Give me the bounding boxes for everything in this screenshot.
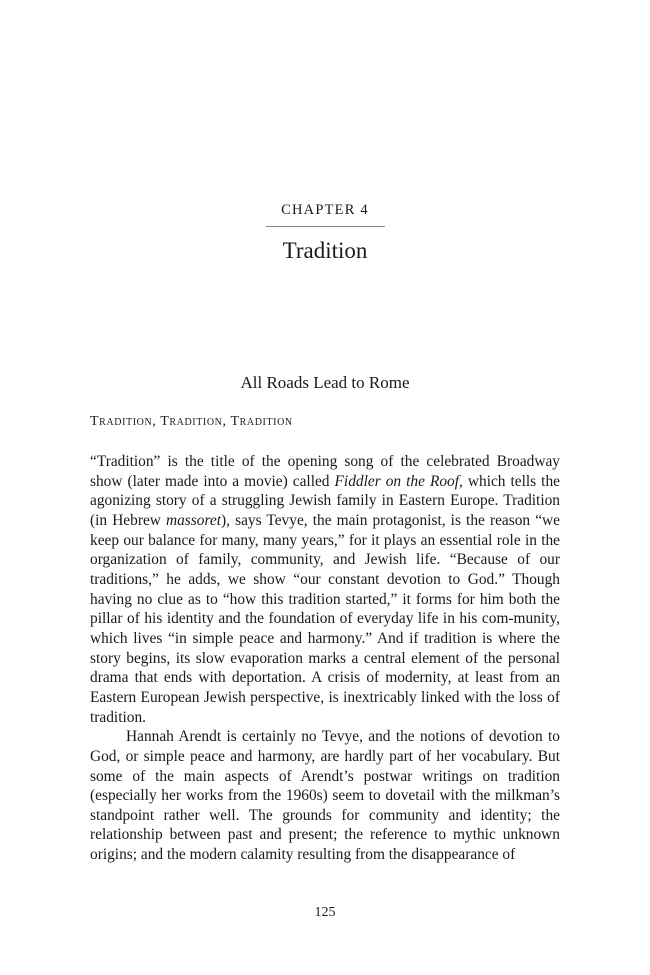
paragraph-1 [90,452,560,727]
chapter-title: Tradition [282,238,368,263]
italic-run: massoret [166,511,222,529]
paragraph-2 [90,727,560,865]
text-run: “Tradition” is the title of the opening song of the celebrated Broadway show (later made into a movie) called [90,453,560,490]
body-text [90,452,560,865]
page-number: 125 [314,905,336,920]
italic-run: Fiddler on the Roof [334,472,460,490]
text-run: Hannah Arendt is certainly no Tevye, and the notions of devotion to God, or simple peace and harmony, are hardly part of her vocabulary. But some of the main aspects of Arendt’s postwar writings on tradition (especially her works from the 1960s) seem to dovetail with the milkman’s standpoint rather well. The grounds for community and identity; the relationship between past and present; the reference to mythic unknown origins; and the modern calamity resulting from the disappearance of [90,728,560,864]
subsection-heading: Tradition, Tradition, Tradition [90,414,293,429]
text-run: ), says Tevye, the main protagonist, is the reason “we keep our balance for many, many years,” for it plays an essential role in the organization of family, community, and Jewish life. “Because of our traditions,” he adds, we show “our constant devotion to God.” Though having no clue as to “how this tradition started,” it forms for him both the pillar of his identity and the foundation of everyday life in his com-munity, which lives “in simple peace and harmony.” And if tradition is where the story begins, its slow evaporation marks a central element of the personal drama that ends with deportation. A crisis of modernity, at least from an Eastern European Jewish perspective, is inextricably linked with the loss of tradition. [90,511,560,726]
chapter-label: CHAPTER 4 [281,202,369,218]
text-run: , which tells the agonizing story of a struggling Jewish family in Eastern Europe. Tradition (in Hebrew [90,472,560,529]
section-title: All Roads Lead to Rome [240,373,410,392]
chapter-rule [266,226,385,227]
